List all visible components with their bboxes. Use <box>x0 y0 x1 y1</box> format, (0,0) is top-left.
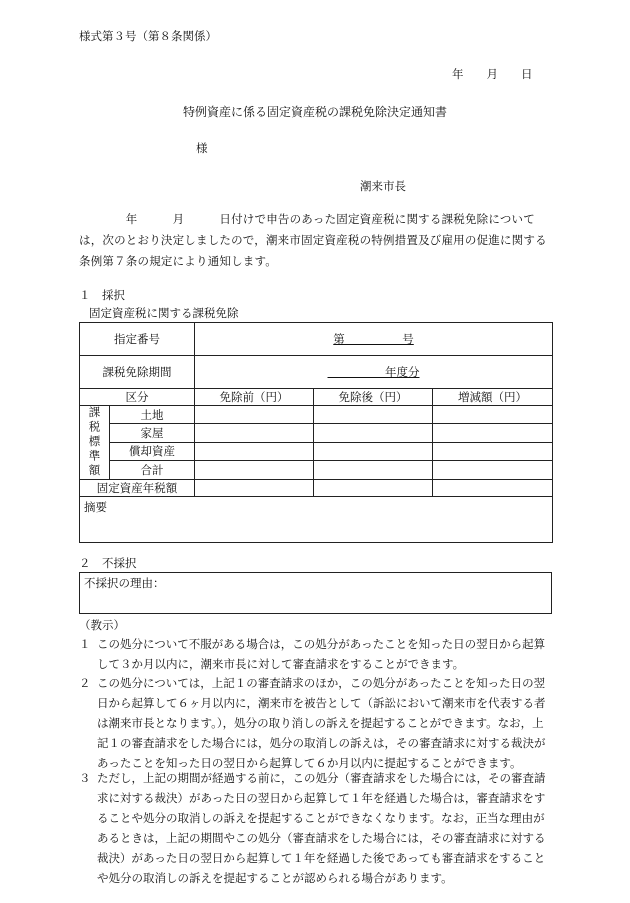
row-label-depreciable: 償却資産 <box>110 442 195 460</box>
header-before: 免除前（円） <box>195 389 314 406</box>
house-before-cell[interactable] <box>195 424 314 442</box>
date-line: 年 月 日 <box>452 67 533 81</box>
land-diff-cell[interactable] <box>433 406 553 424</box>
issuer-name: 潮来市長 <box>360 179 406 193</box>
house-after-cell[interactable] <box>314 424 433 442</box>
rejection-reason-label: 不採択の理由： <box>84 576 165 590</box>
total-after-cell[interactable] <box>314 461 433 479</box>
period-value: 年度分 <box>327 365 420 379</box>
depreciable-before-cell[interactable] <box>195 442 314 460</box>
kyoji-heading: （教示） <box>79 618 125 632</box>
remarks-label: 摘要 <box>84 499 107 514</box>
header-diff: 増減額（円） <box>433 389 553 406</box>
header-after: 免除後（円） <box>314 389 433 406</box>
row-label-house: 家屋 <box>110 424 195 442</box>
kyoji-item-1-number: １ <box>79 637 91 651</box>
house-diff-cell[interactable] <box>433 424 553 442</box>
document-title: 特例資産に係る固定資産税の課税免除決定通知書 <box>183 105 448 119</box>
kyoji-item-2-text: この処分については，上記１の審査請求のほか，この処分があったことを知った日の翌日から起算して６ヶ月以内に，潮来市を被告として（訴訟において潮来市を代表する者は潮来市長となります。），処分の取り消しの訴えを提起することができます。なお，上記１の審査請求をした場合には，処分の取消しの訴えは，その審査請求に対する裁決があったことを知った日の翌日から起算して６か月以内に提起することができます。 <box>97 676 546 770</box>
depreciable-after-cell[interactable] <box>314 442 433 460</box>
annual-before-cell[interactable] <box>195 479 314 496</box>
kyoji-item-3-number: ３ <box>79 771 91 785</box>
vertical-label: 課税標準額 <box>80 406 110 480</box>
land-after-cell[interactable] <box>314 406 433 424</box>
kyoji-item-3 <box>79 768 551 888</box>
kyoji-item-1 <box>79 634 551 674</box>
form-number: 様式第３号（第８条関係） <box>79 29 217 43</box>
kyoji-item-1-text: この処分について不服がある場合は，この処分があったことを知った日の翌日から起算して３か月以内に，潮来市長に対して審査請求をすることができます。 <box>97 637 546 671</box>
remarks-cell[interactable] <box>80 496 553 542</box>
row-label-land: 土地 <box>110 406 195 424</box>
rejection-reason-box[interactable] <box>79 572 552 614</box>
section2-heading: ２ 不採択 <box>79 556 137 570</box>
total-diff-cell[interactable] <box>433 461 553 479</box>
kyoji-item-2 <box>79 673 551 773</box>
depreciable-diff-cell[interactable] <box>433 442 553 460</box>
period-value-cell[interactable] <box>195 356 553 389</box>
recipient-honorific: 様 <box>196 141 208 155</box>
intro-paragraph: 年 月 日付けで申告のあった固定資産税に関する課税免除については，次のとおり決定しましたので，潮来市固定資産税の特例措置及び雇用の促進に関する条例第７条の規定により通知します。 <box>79 212 547 268</box>
period-label: 課税免除期間 <box>80 356 195 389</box>
annual-tax-label: 固定資産年税額 <box>80 479 195 496</box>
section1-subheading: 固定資産税に関する課税免除 <box>89 306 239 320</box>
land-before-cell[interactable] <box>195 406 314 424</box>
annual-after-cell[interactable] <box>314 479 433 496</box>
annual-diff-cell[interactable] <box>433 479 553 496</box>
section1-heading: １ 採択 <box>79 288 125 302</box>
designation-label: 指定番号 <box>80 323 195 356</box>
kyoji-item-2-number: ２ <box>79 676 91 690</box>
kyoji-item-3-text: ただし，上記の期間が経過する前に，この処分（審査請求をした場合には，その審査請求に対する裁決）があった日の翌日から起算して１年を経過した場合は，審査請求をすることや処分の取消しの訴えを提起することができなくなります。なお，正当な理由があるときは，上記の期間やこの処分（審査請求をした場合には，その審査請求に対する裁決）があった日の翌日から起算して１年を経過した後であっても審査請求をすることや処分の取消しの訴えを提起することが認められる場合があります。 <box>97 771 546 885</box>
total-before-cell[interactable] <box>195 461 314 479</box>
row-label-total: 合計 <box>110 461 195 479</box>
designation-value: 第 号 <box>333 332 414 346</box>
designation-value-cell[interactable] <box>195 323 553 356</box>
header-kubun: 区分 <box>80 389 195 406</box>
exemption-table <box>79 322 553 543</box>
